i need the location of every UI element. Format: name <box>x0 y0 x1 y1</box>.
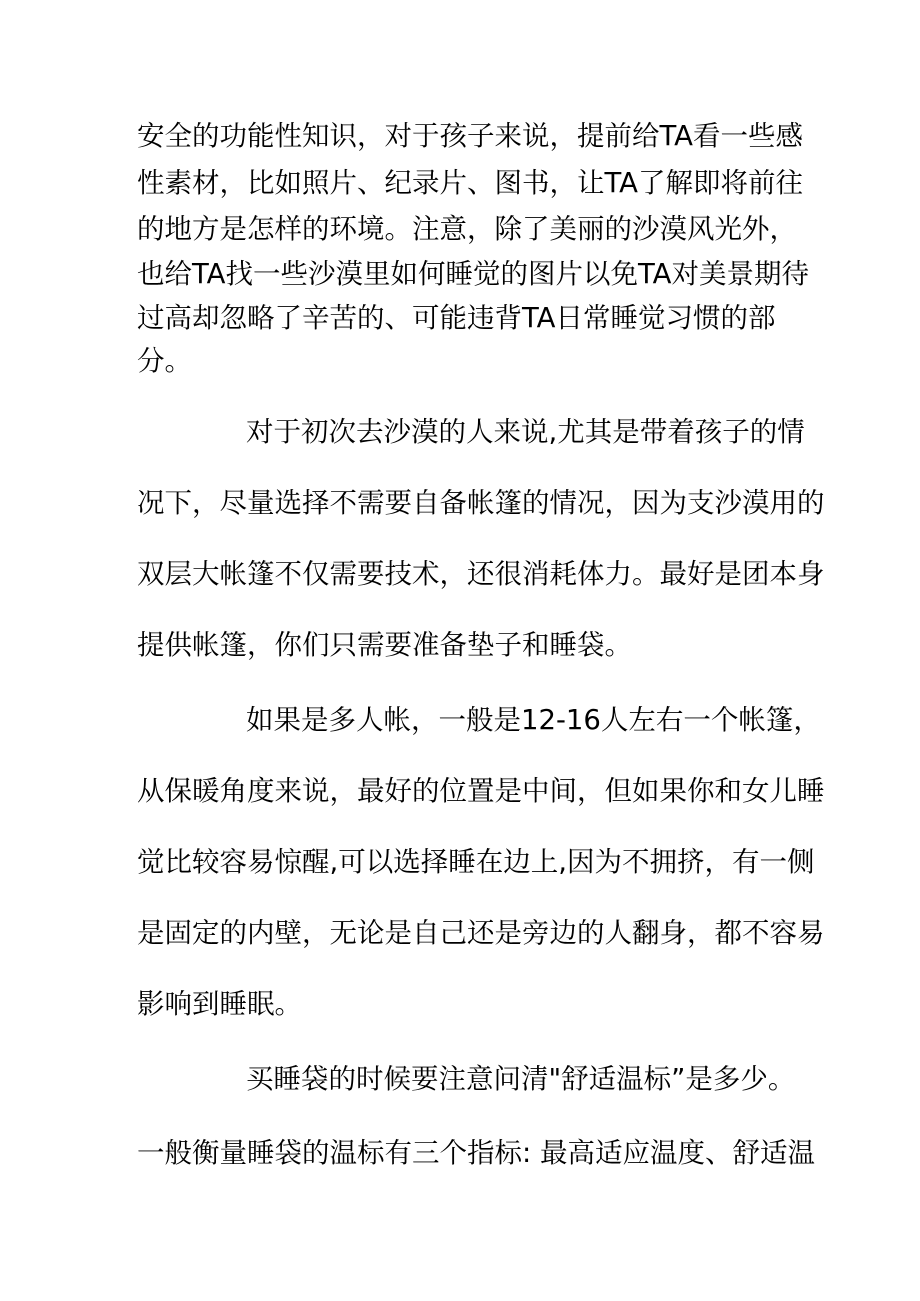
paragraph-3-line-2: 从保暖角度来说，最好的位置是中间，但如果你和女儿睡 <box>137 775 825 807</box>
paragraph-2-line-4: 提供帐篷，你们只需要准备垫子和睡袋。 <box>137 629 632 661</box>
paragraph-4-line-1: 买睡袋的时候要注意问清"舒适温标”是多少。 <box>246 1063 796 1095</box>
paragraph-1-line-3: 的地方是怎样的环境。注意，除了美丽的沙漠风光外， <box>137 213 797 245</box>
paragraph-3-line-3: 觉比较容易惊醒,可以选择睡在边上,因为不拥挤，有一侧 <box>137 846 815 878</box>
paragraph-1-line-6: 分。 <box>137 345 192 377</box>
paragraph-2-line-1: 对于初次去沙漠的人来说,尤其是带着孩子的情 <box>246 416 805 448</box>
paragraph-3-line-1: 如果是多人帐，一般是12-16人左右一个帐篷， <box>246 704 821 736</box>
paragraph-2-line-2: 况下，尽量选择不需要自备帐篷的情况，因为支沙漠用的 <box>137 487 825 519</box>
paragraph-3-line-5: 影响到睡眠。 <box>137 988 302 1020</box>
paragraph-2-line-3: 双层大帐篷不仅需要技术，还很消耗体力。最好是团本身 <box>137 558 825 590</box>
paragraph-1-line-2: 性素材，比如照片、纪录片、图书，让TA了解即将前往 <box>137 167 803 199</box>
paragraph-3-line-4: 是固定的内壁，无论是自己还是旁边的人翻身，都不容易 <box>137 917 825 949</box>
paragraph-1-line-1: 安全的功能性知识，对于孩子来说，提前给TA看一些感 <box>137 120 803 152</box>
paragraph-1-line-5: 过高却忽略了辛苦的、可能违背TA日常睡觉习惯的部 <box>137 302 776 334</box>
paragraph-1-line-4: 也给TA找一些沙漠里如何睡觉的图片以免TA对美景期待 <box>137 258 809 290</box>
paragraph-4-line-2: 一般衡量睡袋的温标有三个指标: 最高适应温度、舒适温 <box>137 1137 816 1169</box>
